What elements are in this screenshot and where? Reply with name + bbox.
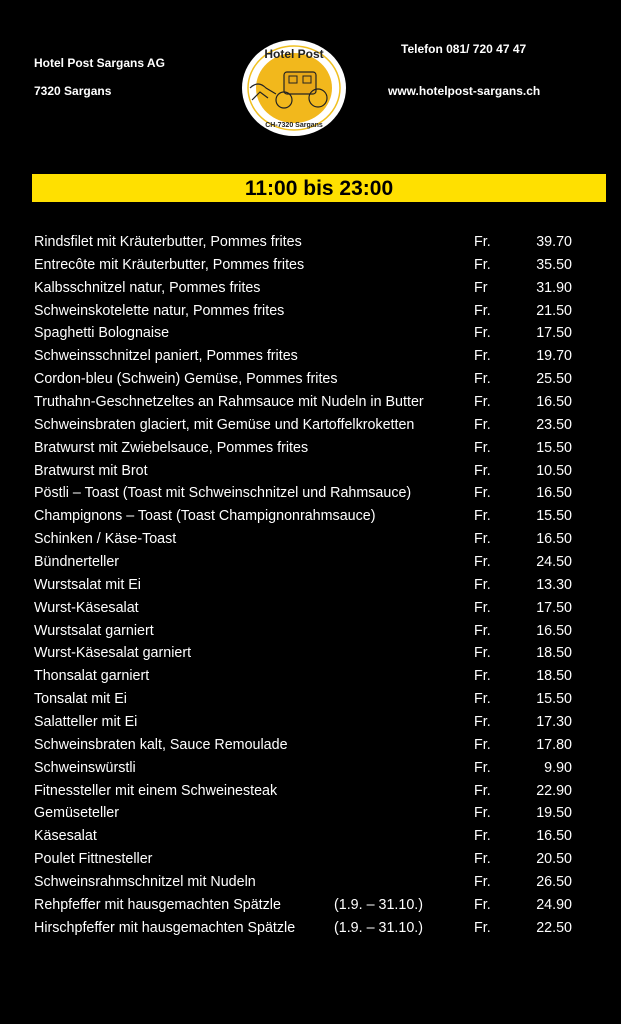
menu-item (34, 551, 594, 574)
menu-item-price: 16.50 (536, 622, 572, 639)
menu-item-price: 25.50 (536, 371, 572, 388)
menu-item-currency: Fr. (474, 759, 491, 776)
menu-item-currency: Fr. (474, 371, 491, 388)
menu-item-name: Rindsfilet mit Kräuterbutter, Pommes frites (34, 234, 302, 250)
menu-item-currency: Fr. (474, 851, 491, 868)
menu-item-price: 20.50 (536, 851, 572, 868)
menu-item-name: Käsesalat (34, 828, 97, 845)
menu-item (34, 300, 594, 323)
menu-item-currency: Fr. (474, 325, 491, 342)
menu-item-price: 35.50 (536, 256, 572, 273)
menu-item (34, 505, 594, 528)
hotel-logo (240, 38, 348, 138)
menu-list (34, 231, 594, 940)
menu-item (34, 574, 594, 597)
opening-hours-banner: 11:00 bis 23:00 (32, 174, 606, 202)
menu-item-currency: Fr. (474, 896, 491, 913)
company-name: Hotel Post Sargans AG (34, 56, 165, 70)
menu-item-season: (1.9. – 31.10.) (334, 896, 424, 913)
menu-item (34, 642, 594, 665)
menu-item-price: 17.50 (536, 325, 572, 342)
menu-item-currency: Fr. (474, 256, 491, 273)
menu-item-currency: Fr. (474, 531, 491, 548)
menu-item-name: Tonsalat mit Ei (34, 691, 127, 708)
menu-item-currency: Fr. (474, 576, 491, 593)
menu-item (34, 231, 594, 254)
menu-item-currency: Fr. (474, 691, 491, 708)
menu-item-name: Schweinskotelette natur, Pommes frites (34, 302, 285, 319)
menu-item-price: 16.50 (536, 485, 572, 502)
menu-item-price: 23.50 (536, 416, 572, 433)
menu-item-price: 24.50 (536, 554, 572, 571)
menu-item-price: 22.50 (536, 919, 572, 936)
menu-item-price: 17.50 (536, 599, 572, 616)
menu-item-currency: Fr. (474, 485, 491, 502)
menu-item-price: 22.90 (536, 782, 572, 799)
menu-item-name: Thonsalat garniert (34, 668, 150, 685)
menu-item (34, 780, 594, 803)
menu-item-price: 26.50 (536, 874, 572, 891)
menu-item-price: 15.50 (536, 439, 572, 456)
menu-item (34, 734, 594, 757)
menu-item (34, 368, 594, 391)
menu-item-name: Bratwurst mit Brot (34, 462, 148, 479)
menu-item (34, 460, 594, 483)
phone-number: Telefon 081/ 720 47 47 (401, 42, 527, 56)
logo-top-text: Hotel Post (264, 47, 324, 61)
menu-item-currency: Fr. (474, 234, 491, 250)
menu-item-price: 19.50 (536, 805, 572, 822)
menu-item-name: Schweinswürstli (34, 759, 136, 776)
menu-item-name: Wurstsalat garniert (34, 622, 154, 639)
menu-item (34, 802, 594, 825)
menu-item-currency: Fr. (474, 874, 491, 891)
menu-item-price: 16.50 (536, 531, 572, 548)
menu-item-name: Schweinsschnitzel paniert, Pommes frites (34, 348, 298, 365)
menu-item-price: 10.50 (536, 462, 572, 479)
menu-item-name: Poulet Fittnesteller (34, 851, 153, 868)
menu-item-name: Gemüseteller (34, 805, 120, 822)
menu-item-currency: Fr. (474, 302, 491, 319)
menu-item-price: 13.30 (536, 576, 572, 593)
menu-item-currency: Fr. (474, 645, 491, 662)
menu-item-name: Schinken / Käse-Toast (34, 531, 177, 548)
menu-item-price: 18.50 (536, 645, 572, 662)
menu-item (34, 665, 594, 688)
menu-item-currency: Fr. (474, 805, 491, 822)
menu-item-currency: Fr. (474, 348, 491, 365)
menu-item-name: Champignons – Toast (Toast Champignonrahmsauce) (34, 508, 376, 525)
menu-item-currency: Fr. (474, 554, 491, 571)
menu-item-name: Fitnessteller mit einem Schweinesteak (34, 782, 278, 799)
menu-item (34, 688, 594, 711)
menu-item-price: 21.50 (536, 302, 572, 319)
menu-item (34, 528, 594, 551)
menu-item-price: 19.70 (536, 348, 572, 365)
menu-item-name: Cordon-bleu (Schwein) Gemüse, Pommes frites (34, 371, 338, 388)
menu-item-name: Entrecôte mit Kräuterbutter, Pommes frites (34, 256, 305, 273)
menu-item (34, 871, 594, 894)
menu-item (34, 391, 594, 414)
menu-item-price: 18.50 (536, 668, 572, 685)
menu-item (34, 711, 594, 734)
menu-item (34, 917, 594, 940)
menu-item-currency: Fr. (474, 416, 491, 433)
menu-item (34, 345, 594, 368)
menu-item-name: Schweinsbraten kalt, Sauce Remoulade (34, 736, 288, 753)
menu-item-price: 17.30 (536, 714, 572, 731)
menu-item-currency: Fr. (474, 439, 491, 456)
menu-item (34, 322, 594, 345)
menu-item-name: Wurst-Käsesalat garniert (34, 645, 192, 662)
menu-item-currency: Fr (474, 279, 488, 296)
website-link[interactable]: www.hotelpost-sargans.ch (388, 84, 541, 98)
menu-item-price: 16.50 (536, 394, 572, 411)
menu-item-currency: Fr. (474, 714, 491, 731)
menu-item-currency: Fr. (474, 599, 491, 616)
menu-item (34, 597, 594, 620)
menu-item-name: Rehpfeffer mit hausgemachten Spätzle (34, 896, 281, 913)
company-city: 7320 Sargans (34, 84, 112, 98)
menu-item-price: 39.70 (536, 234, 572, 250)
menu-item-currency: Fr. (474, 782, 491, 799)
menu-item-price: 9.90 (544, 759, 572, 776)
menu-item-price: 31.90 (536, 279, 572, 296)
menu-item-season: (1.9. – 31.10.) (334, 919, 424, 936)
menu-item-name: Schweinsbraten glaciert, mit Gemüse und Kartoffelkroketten (34, 416, 415, 433)
menu-item-name: Salatteller mit Ei (34, 714, 138, 731)
menu-item (34, 437, 594, 460)
menu-item-currency: Fr. (474, 828, 491, 845)
menu-item-name: Wurstsalat mit Ei (34, 576, 141, 593)
menu-item-name: Bündnerteller (34, 554, 120, 571)
menu-item-currency: Fr. (474, 919, 491, 936)
menu-item-name: Wurst-Käsesalat (34, 599, 139, 616)
menu-item (34, 414, 594, 437)
menu-item-price: 16.50 (536, 828, 572, 845)
menu-item-currency: Fr. (474, 394, 491, 411)
menu-item (34, 254, 594, 277)
menu-item (34, 277, 594, 300)
menu-item-name: Spaghetti Bolognaise (34, 325, 170, 342)
menu-item (34, 848, 594, 871)
menu-item-name: Truthahn-Geschnetzeltes an Rahmsauce mit Nudeln in Butter (34, 394, 424, 411)
menu-item-name: Hirschpfeffer mit hausgemachten Spätzle (34, 919, 296, 936)
menu-item-currency: Fr. (474, 622, 491, 639)
menu-item (34, 894, 594, 917)
menu-item-currency: Fr. (474, 668, 491, 685)
menu-item-price: 15.50 (536, 508, 572, 525)
menu-item-price: 24.90 (536, 896, 572, 913)
menu-item (34, 825, 594, 848)
menu-item-name: Pöstli – Toast (Toast mit Schweinschnitzel und Rahmsauce) (34, 485, 412, 502)
menu-item (34, 620, 594, 643)
logo-bottom-text: CH-7320 Sargans (265, 122, 323, 129)
menu-item-name: Kalbsschnitzel natur, Pommes frites (34, 279, 261, 296)
menu-item-price: 17.80 (536, 736, 572, 753)
menu-item-name: Bratwurst mit Zwiebelsauce, Pommes frites (34, 439, 309, 456)
menu-item-price: 15.50 (536, 691, 572, 708)
menu-item-currency: Fr. (474, 736, 491, 753)
menu-item-currency: Fr. (474, 462, 491, 479)
menu-item-name: Schweinsrahmschnitzel mit Nudeln (34, 874, 256, 891)
menu-item (34, 482, 594, 505)
menu-item-currency: Fr. (474, 508, 491, 525)
menu-item (34, 757, 594, 780)
